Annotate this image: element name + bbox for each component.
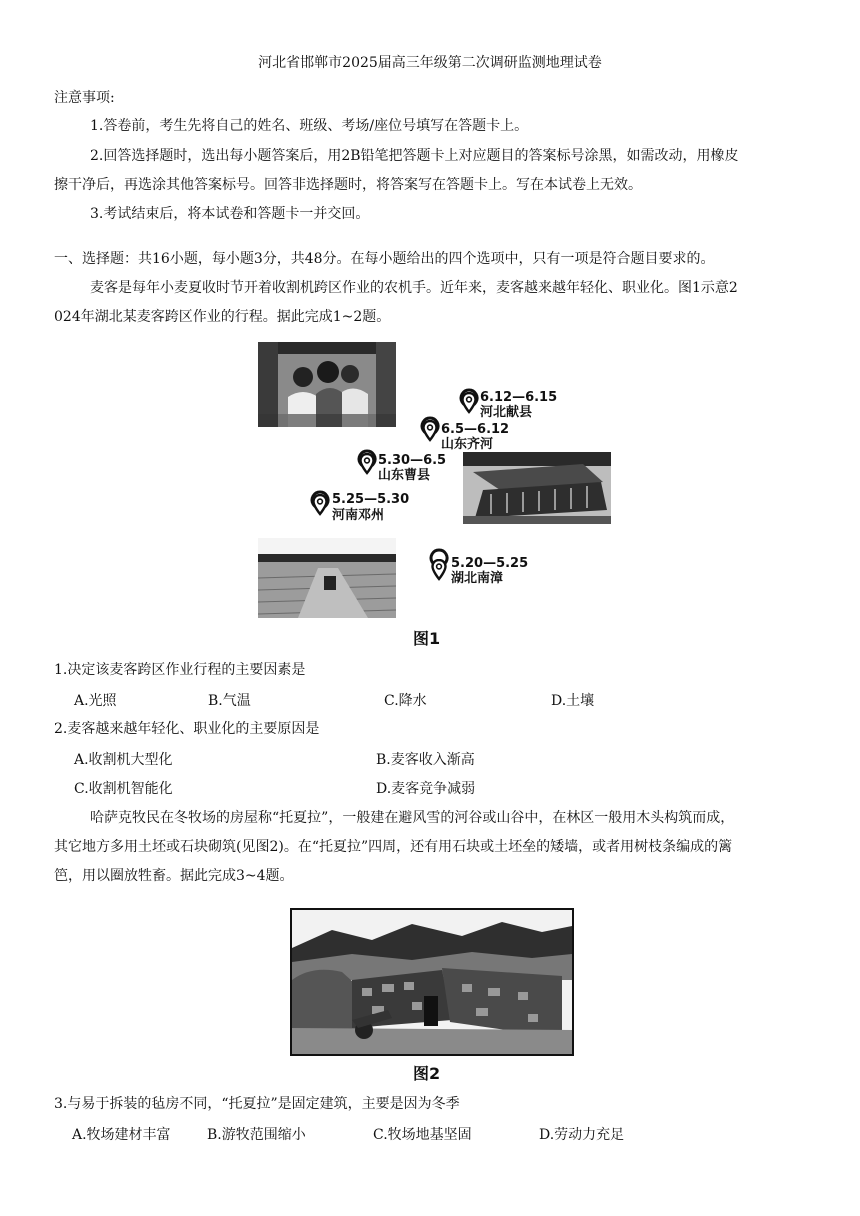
q2-option-c[interactable]: C.收割机智能化	[74, 781, 173, 797]
notice-item-2-cont: 擦干净后，再选涂其他答案标号。回答非选择题时，将答案写在答题卡上。写在本试卷上无效。	[54, 177, 642, 193]
notice-item-1: 1.答卷前，考生先将自己的姓名、班级、考场/座位号填写在答题卡上。	[90, 118, 529, 134]
notice-item-2: 2.回答选择题时，选出每小题答案后，用2B铅笔把答题卡上对应题目的答案标号涂黑，如需改动，用橡皮	[90, 148, 739, 164]
location-pin-icon	[359, 453, 375, 475]
notice-heading: 注意事项:	[54, 90, 115, 106]
location-pin-icon	[312, 494, 328, 516]
q1-option-a[interactable]: A.光照	[74, 693, 117, 709]
q1-option-c[interactable]: C.降水	[384, 693, 427, 709]
passage2-line2: 其它地方多用土坯或石块砌筑(见图2)。在“托夏拉”四周，还有用石块或土坯垒的矮墙，或者用树枝条编成的篱	[54, 839, 733, 855]
q3-option-c[interactable]: C.牧场地基坚固	[373, 1127, 472, 1143]
exam-title: 河北省邯郸市2025届高三年级第二次调研监测地理试卷	[258, 55, 602, 71]
figure2-caption: 图2	[413, 1064, 441, 1083]
figure1-route-pins	[255, 340, 615, 625]
q3-option-b[interactable]: B.游牧范围缩小	[207, 1127, 306, 1143]
q2-option-b[interactable]: B.麦客收入渐高	[376, 752, 475, 768]
q1-option-d[interactable]: D.土壤	[551, 693, 595, 709]
stop-2-dates: 6.5—6.12	[441, 422, 510, 437]
stop-3-place: 山东曹县	[378, 468, 431, 483]
figure1	[255, 340, 615, 625]
figure1-caption: 图1	[413, 629, 441, 648]
location-pin-icon	[422, 420, 438, 442]
figure2-photo-tuoxiala	[290, 908, 574, 1056]
passage1-line1: 麦客是每年小麦夏收时节开着收割机跨区作业的农机手。近年来，麦客越来越年轻化、职业化。图1示意2	[90, 280, 738, 296]
stop-5-dates: 5.20—5.25	[451, 556, 529, 571]
notice-item-3: 3.考试结束后，将本试卷和答题卡一并交回。	[90, 206, 370, 222]
q1-stem: 1.决定该麦客跨区作业行程的主要因素是	[54, 662, 306, 678]
stop-3-dates: 5.30—6.5	[378, 453, 447, 468]
stop-2-place: 山东齐河	[441, 437, 494, 452]
q2-stem: 2.麦客越来越年轻化、职业化的主要原因是	[54, 721, 320, 737]
section1-heading: 一、选择题：共16小题，每小题3分，共48分。在每小题给出的四个选项中，只有一项是符合题目要求的。	[54, 251, 715, 267]
passage2-line1: 哈萨克牧民在冬牧场的房屋称“托夏拉”，一般建在避风雪的河谷或山谷中，在林区一般用木头构筑而成，	[90, 810, 735, 826]
stop-1-dates: 6.12—6.15	[480, 390, 558, 405]
passage2-line3: 笆，用以圈放牲畜。据此完成3~4题。	[54, 868, 294, 884]
stop-5-place: 湖北南漳	[451, 571, 504, 586]
q3-option-a[interactable]: A.牧场建材丰富	[72, 1127, 171, 1143]
q3-option-d[interactable]: D.劳动力充足	[539, 1127, 625, 1143]
stop-4-dates: 5.25—5.30	[332, 492, 410, 507]
q1-option-b[interactable]: B.气温	[208, 693, 251, 709]
q3-stem: 3.与易于拆装的毡房不同，“托夏拉”是固定建筑，主要是因为冬季	[54, 1096, 460, 1112]
location-pin-icon	[431, 559, 447, 581]
q2-option-d[interactable]: D.麦客竞争减弱	[376, 781, 476, 797]
stop-1-place: 河北献县	[480, 405, 533, 420]
stop-4-place: 河南邓州	[332, 508, 385, 523]
q2-option-a[interactable]: A.收割机大型化	[74, 752, 173, 768]
passage1-line2: 024年湖北某麦客跨区作业的行程。据此完成1~2题。	[54, 309, 391, 325]
location-pin-icon	[461, 392, 477, 414]
